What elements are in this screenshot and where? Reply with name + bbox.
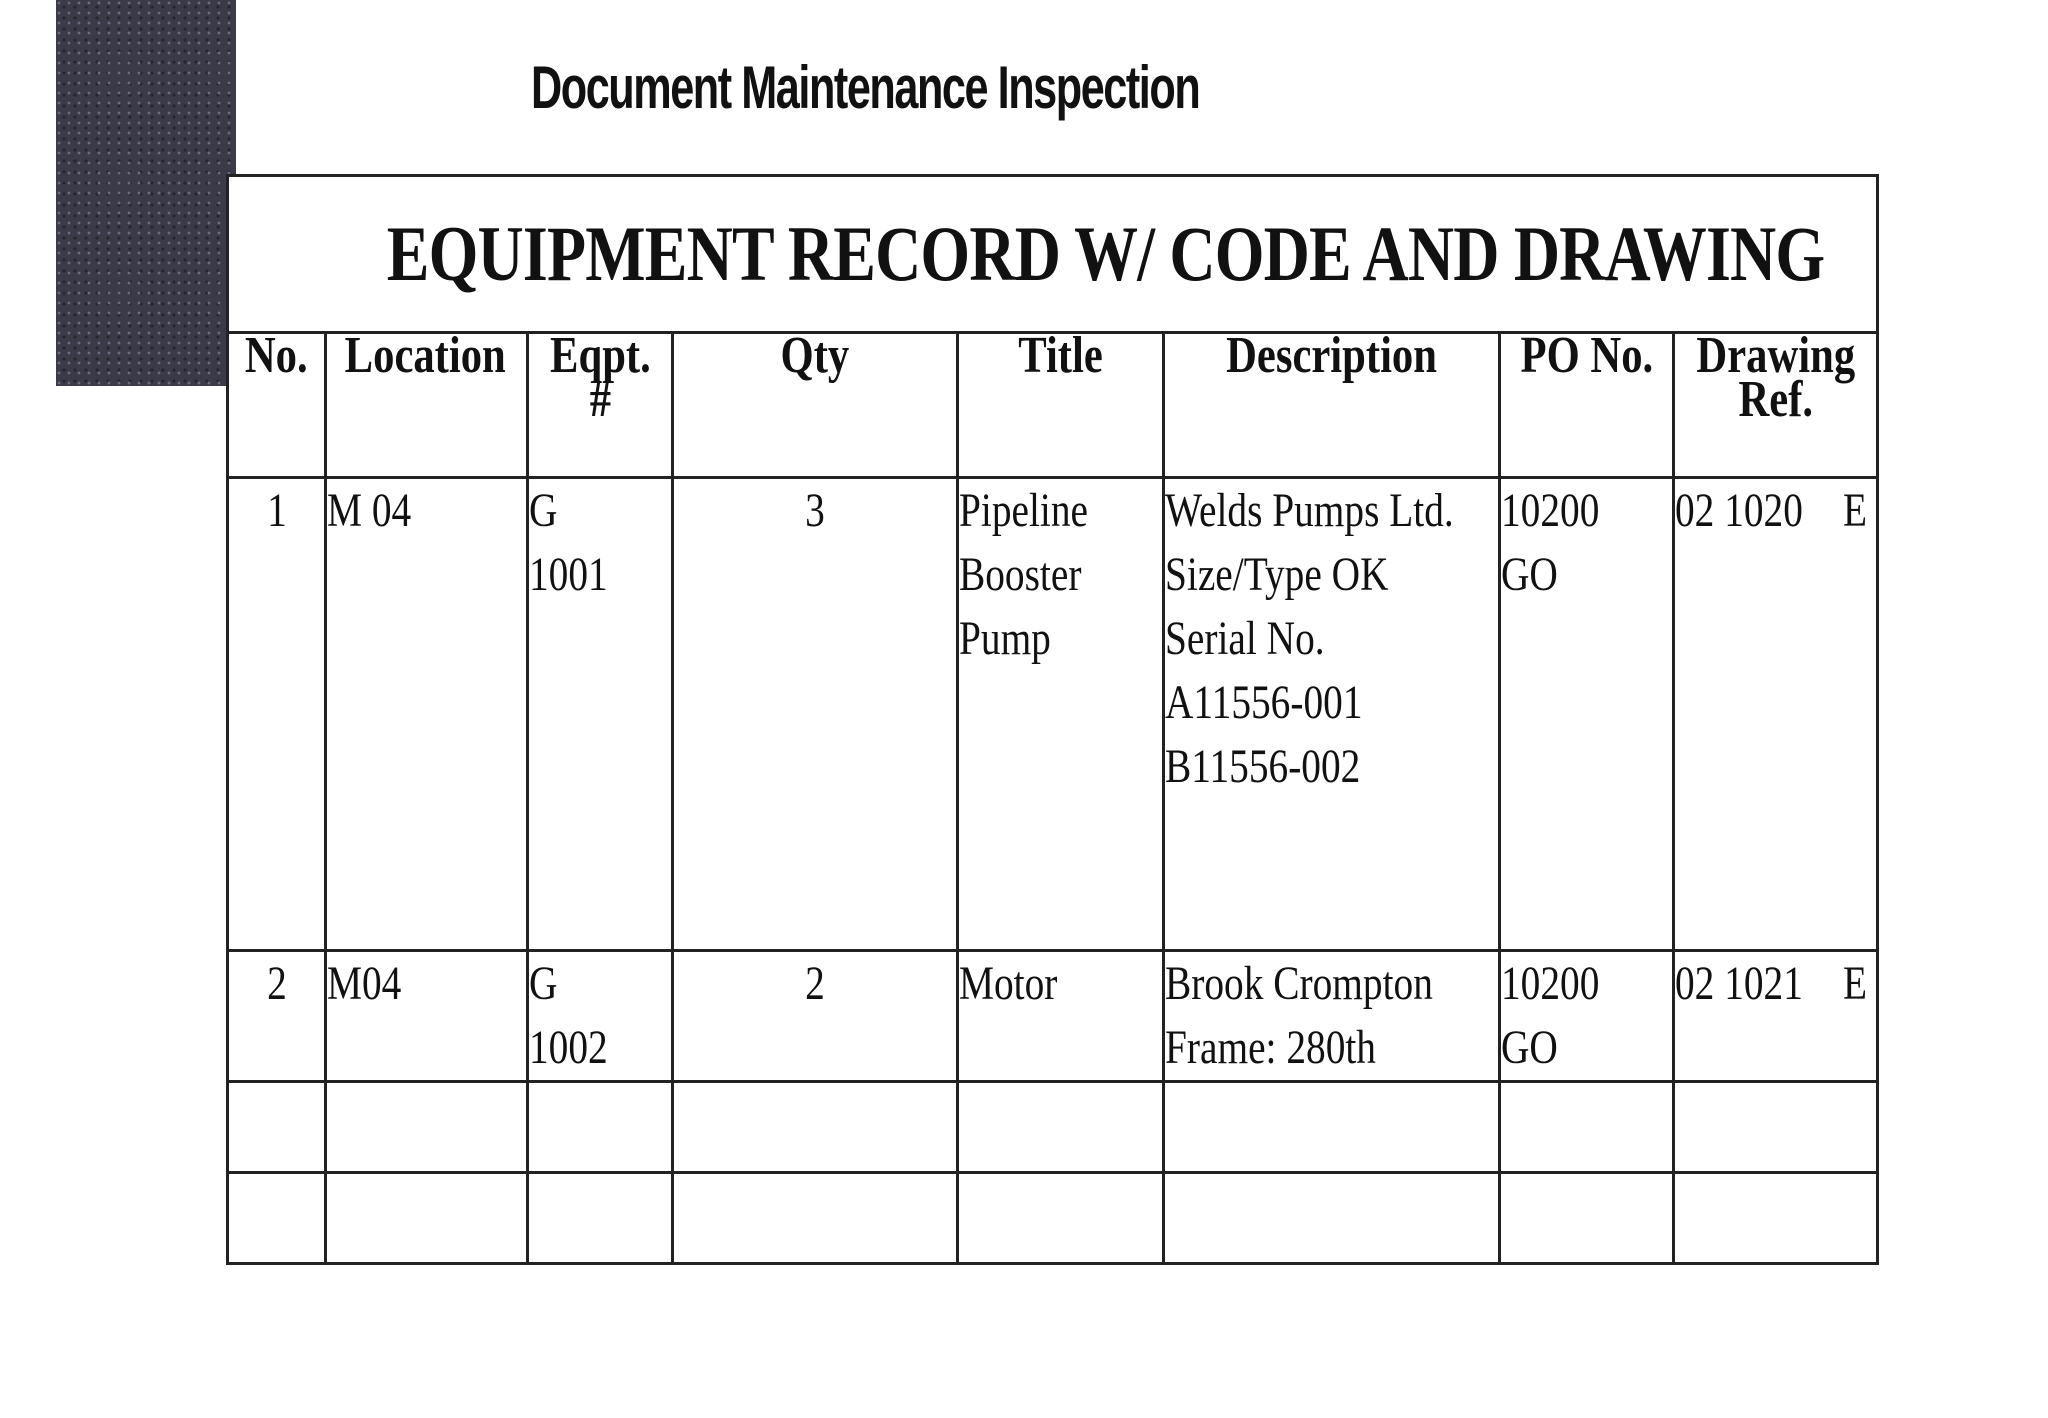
col-header-no: No. [228,333,326,478]
cell-location: M 04 [326,478,528,951]
equipment-record-table [226,174,1879,1265]
cell-title: Motor [958,951,1164,1082]
cell-title: Pipeline Booster Pump [958,478,1164,951]
empty-cell [1674,1173,1878,1264]
col-header-eqpt: Eqpt. # [528,333,673,478]
col-header-title: Title [958,333,1164,478]
cell-eqpt: G 1001 [528,478,673,951]
empty-cell [958,1173,1164,1264]
empty-cell [228,1082,326,1173]
cell-eqpt: G 1002 [528,951,673,1082]
header-row [228,333,1878,478]
empty-cell [1674,1082,1878,1173]
cell-description: Welds Pumps Ltd. Size/Type OK Serial No. A11556-001 B11556-002 [1164,478,1500,951]
empty-cell [1164,1082,1500,1173]
col-header-description: Description [1164,333,1500,478]
empty-cell [958,1082,1164,1173]
empty-cell [673,1173,958,1264]
col-header-qty: Qty [673,333,958,478]
empty-cell [673,1082,958,1173]
cell-qty: 2 [673,951,958,1082]
corner-pattern-decoration [56,0,236,386]
cell-no: 2 [228,951,326,1082]
empty-cell [528,1173,673,1264]
empty-cell [228,1173,326,1264]
empty-row [228,1173,1878,1264]
empty-cell [528,1082,673,1173]
cell-location: M04 [326,951,528,1082]
cell-no: 1 [228,478,326,951]
empty-cell [326,1082,528,1173]
cell-qty: 3 [673,478,958,951]
table-row [228,951,1878,1082]
cell-description: Brook Crompton Frame: 280th [1164,951,1500,1082]
record-title: EQUIPMENT RECORD W/ CODE AND DRAWING [386,210,1825,297]
col-header-drawing-ref: Drawing Ref. [1674,333,1878,478]
cell-po-no: 10200 GO [1500,951,1674,1082]
table-row [228,478,1878,951]
col-header-location: Location [326,333,528,478]
record-title-cell [228,176,1878,333]
col-header-po-no: PO No. [1500,333,1674,478]
empty-cell [1500,1082,1674,1173]
empty-row [228,1082,1878,1173]
cell-drawing-ref: 02 1020 E [1674,478,1878,951]
page-title: Document Maintenance Inspection [531,54,1200,121]
cell-po-no: 10200 GO [1500,478,1674,951]
empty-cell [1500,1173,1674,1264]
empty-cell [1164,1173,1500,1264]
empty-cell [326,1173,528,1264]
cell-drawing-ref: 02 1021 E [1674,951,1878,1082]
